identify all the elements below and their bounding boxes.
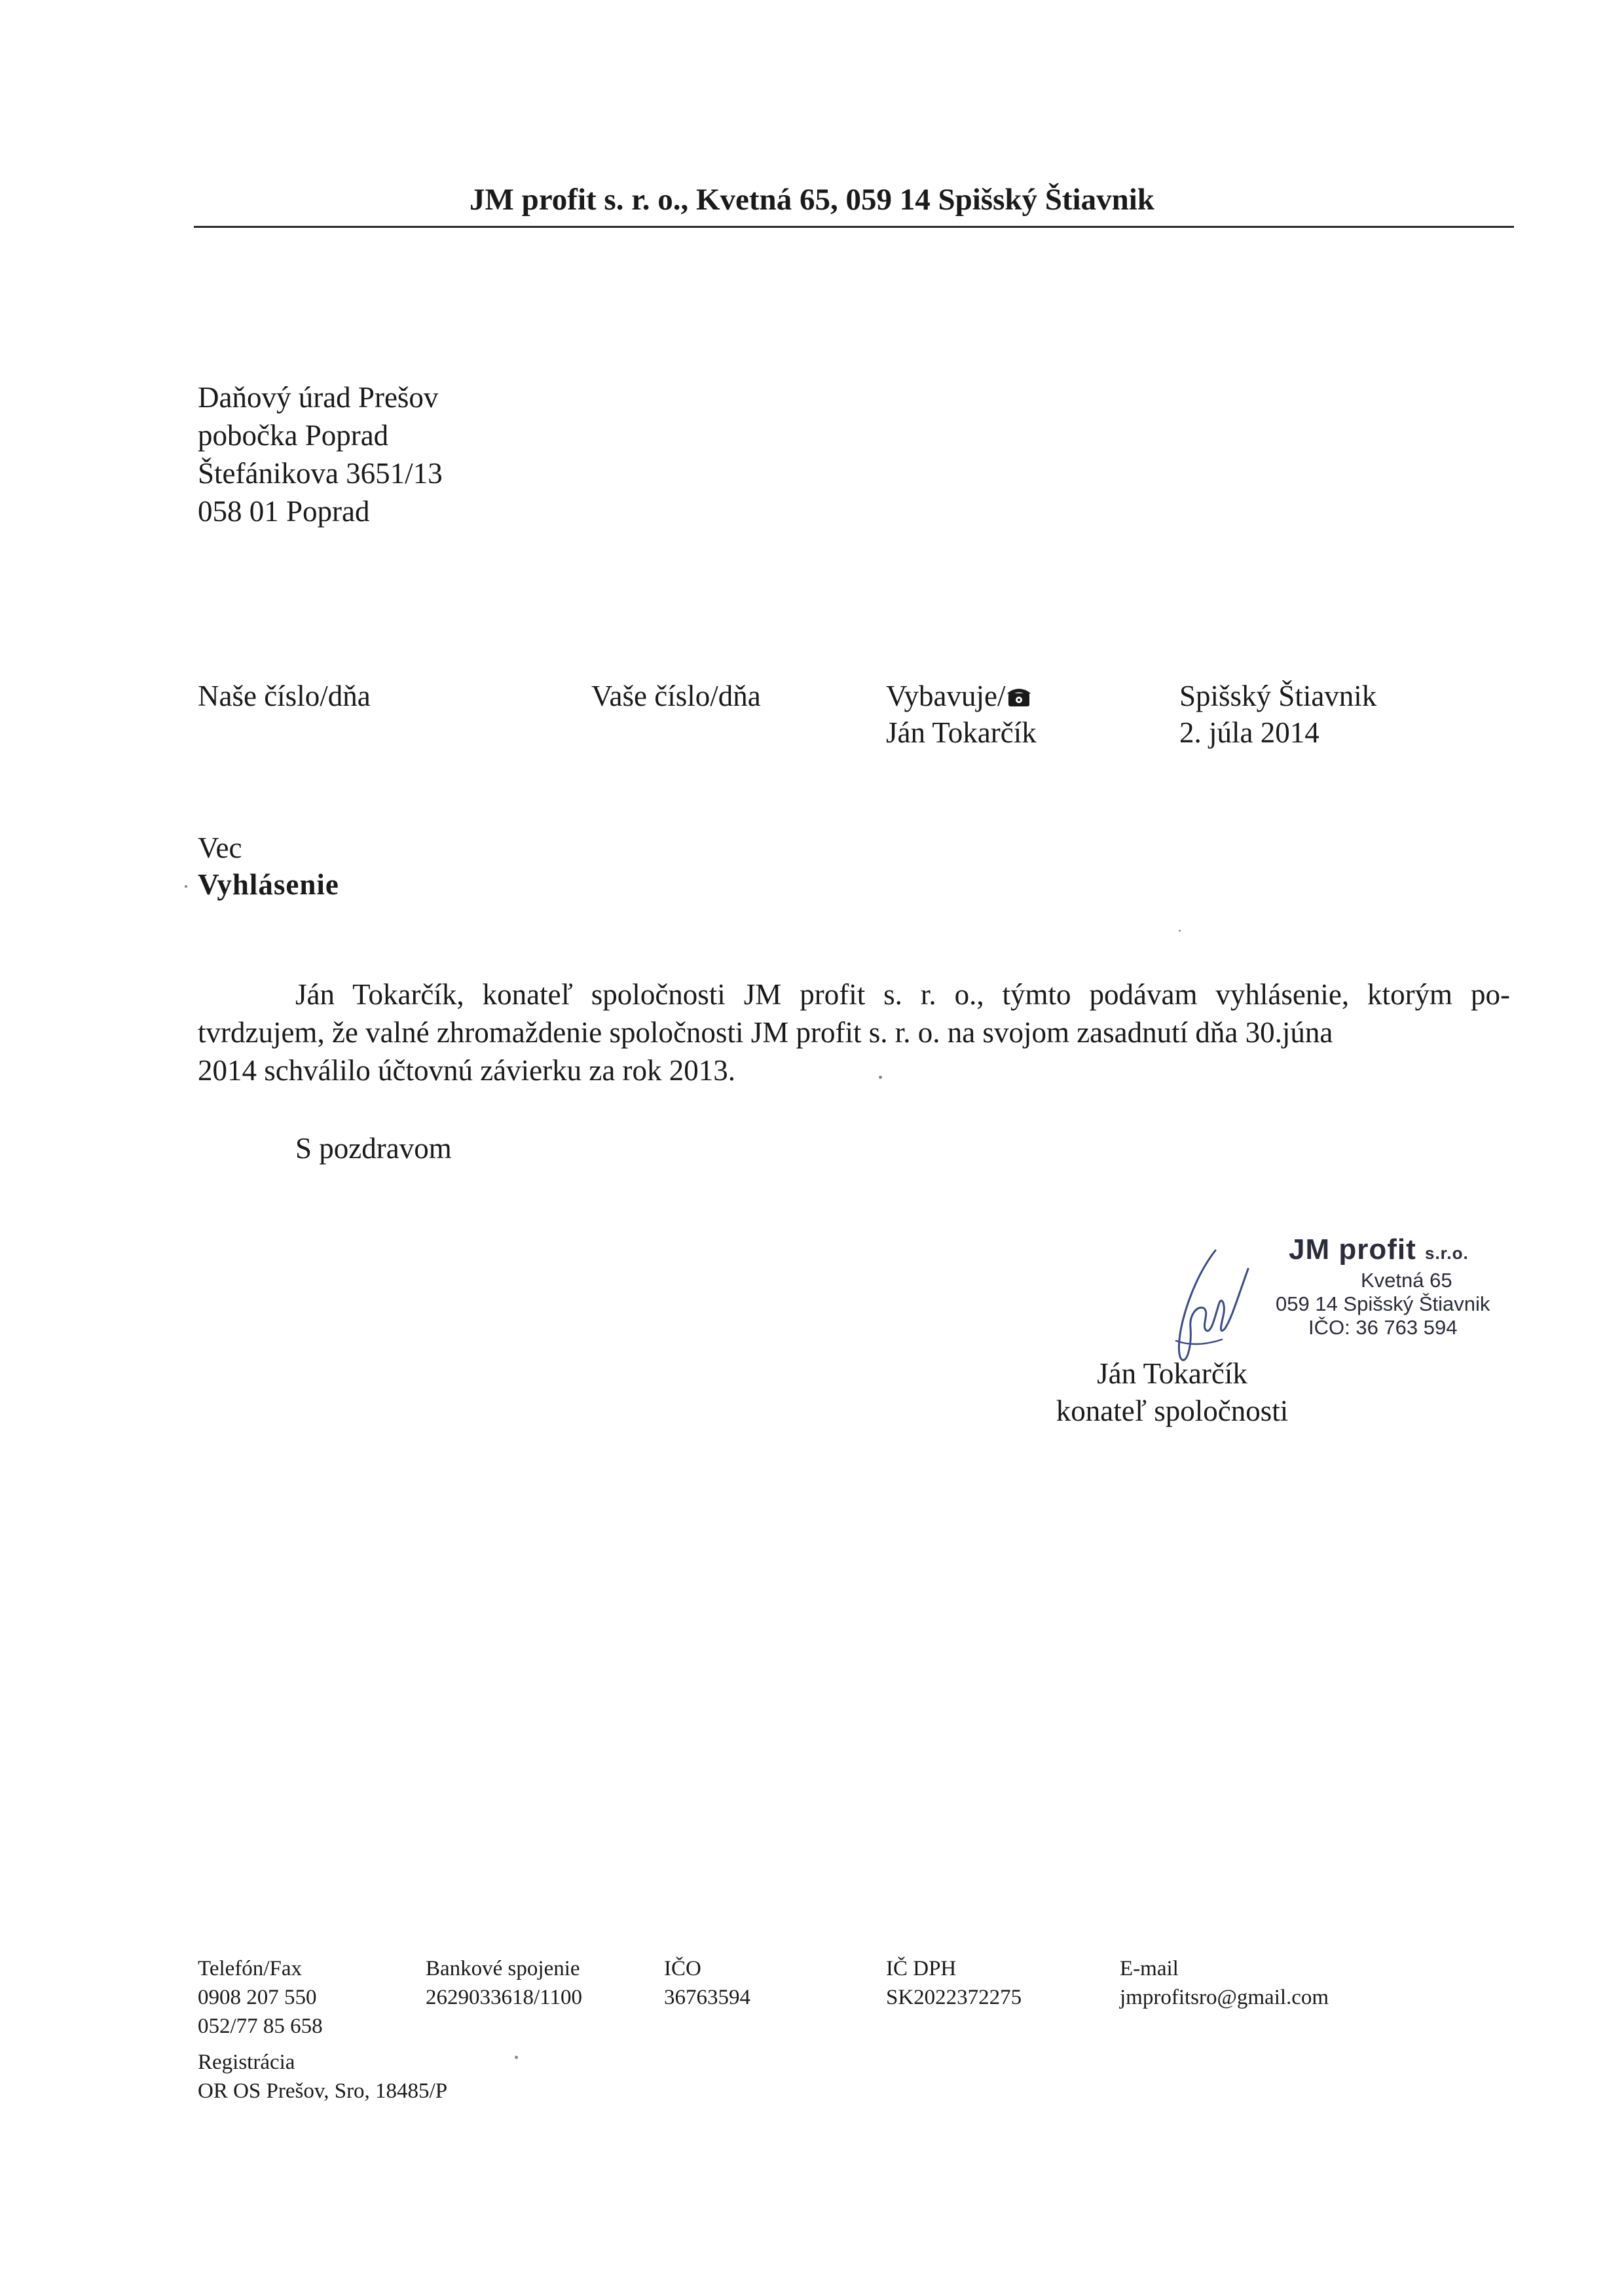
subject: [198, 829, 339, 903]
footer-ico-label: IČO: [664, 1957, 701, 1980]
footer-bank-label: Bankové spojenie: [426, 1957, 580, 1980]
footer-reg-label: Registrácia: [198, 2050, 295, 2074]
scan-speck: [879, 1076, 882, 1079]
recipient-line: 058 01 Poprad: [198, 495, 370, 528]
your-reference-label: Vaše číslo/dňa: [591, 680, 761, 712]
handler-label: Vybavuje/: [886, 680, 1006, 712]
signatory-name: Ján Tokarčík: [1097, 1357, 1247, 1390]
recipient-line: Štefánikova 3651/13: [198, 457, 443, 490]
footer-dph-label: IČ DPH: [886, 1957, 957, 1980]
recipient-line: Daňový úrad Prešov: [198, 381, 439, 414]
footer-dph-value: SK2022372275: [886, 1986, 1022, 2009]
footer-email-label: E-mail: [1120, 1957, 1179, 1980]
scan-speck: [1179, 930, 1181, 932]
signature-scribble: [1138, 1243, 1269, 1367]
our-reference: [198, 678, 371, 714]
subject-label: Vec: [198, 831, 242, 864]
recipient-address: [198, 378, 443, 530]
stamp-street: Kvetná 65: [1361, 1269, 1452, 1292]
recipient-line: pobočka Poprad: [198, 419, 389, 452]
stamp-brand-suffix: s.r.o.: [1425, 1243, 1469, 1263]
footer-phone-label: Telefón/Fax: [198, 1957, 302, 1980]
signature-block: [1008, 1355, 1336, 1430]
footer-phone2: 052/77 85 658: [198, 2014, 323, 2038]
date: 2. júla 2014: [1179, 716, 1320, 749]
footer-ico: [664, 1954, 750, 2012]
footer-email: [1120, 1954, 1329, 2012]
handler-reference: [886, 678, 1037, 751]
footer-reg-value: OR OS Prešov, Sro, 18485/P: [198, 2079, 448, 2103]
our-reference-label: Naše číslo/dňa: [198, 680, 371, 712]
body-line: tvrdzujem, že valné zhromaždenie spoločnosti JM profit s. r. o. na svojom zasadnutí dňa 30.júna: [198, 1016, 1333, 1049]
place-date: [1179, 678, 1376, 751]
scan-speck: [185, 885, 187, 888]
footer-dph: [886, 1954, 1022, 2012]
footer-phone: [198, 1954, 323, 2041]
letterhead-rule: [194, 226, 1514, 228]
signatory-role: konateľ spoločnosti: [1056, 1394, 1289, 1427]
body-line: 2014 schválilo účtovnú závierku za rok 2013.: [198, 1054, 736, 1087]
footer-bank-value: 2629033618/1100: [426, 1986, 582, 2009]
scan-speck: [515, 2056, 518, 2059]
footer-email-value: jmprofitsro@gmail.com: [1120, 1986, 1329, 2009]
footer-registration: [198, 2048, 447, 2105]
place: Spišský Štiavnik: [1179, 680, 1377, 712]
letter-body: [198, 975, 1510, 1089]
subject-title: Vyhlásenie: [198, 868, 339, 901]
telephone-icon: [1006, 685, 1031, 708]
footer-ico-value: 36763594: [664, 1986, 750, 2009]
stamp-brand: JM profit: [1289, 1233, 1416, 1266]
body-line: Ján Tokarčík, konateľ spoločnosti JM profit s. r. o., týmto podávam vyhlásenie, ktorým po-: [295, 978, 1510, 1011]
company-stamp: [1276, 1234, 1490, 1339]
letterhead: JM profit s. r. o., Kvetná 65, 059 14 Spišský Štiavnik: [470, 183, 1154, 217]
footer-phone1: 0908 207 550: [198, 1986, 317, 2009]
your-reference: [591, 678, 761, 714]
handler-name: Ján Tokarčík: [886, 716, 1037, 749]
stamp-ico: IČO: 36 763 594: [1308, 1316, 1458, 1339]
footer-bank: [426, 1954, 582, 2012]
stamp-city: 059 14 Spišský Štiavnik: [1276, 1292, 1490, 1315]
closing: S pozdravom: [295, 1132, 452, 1165]
